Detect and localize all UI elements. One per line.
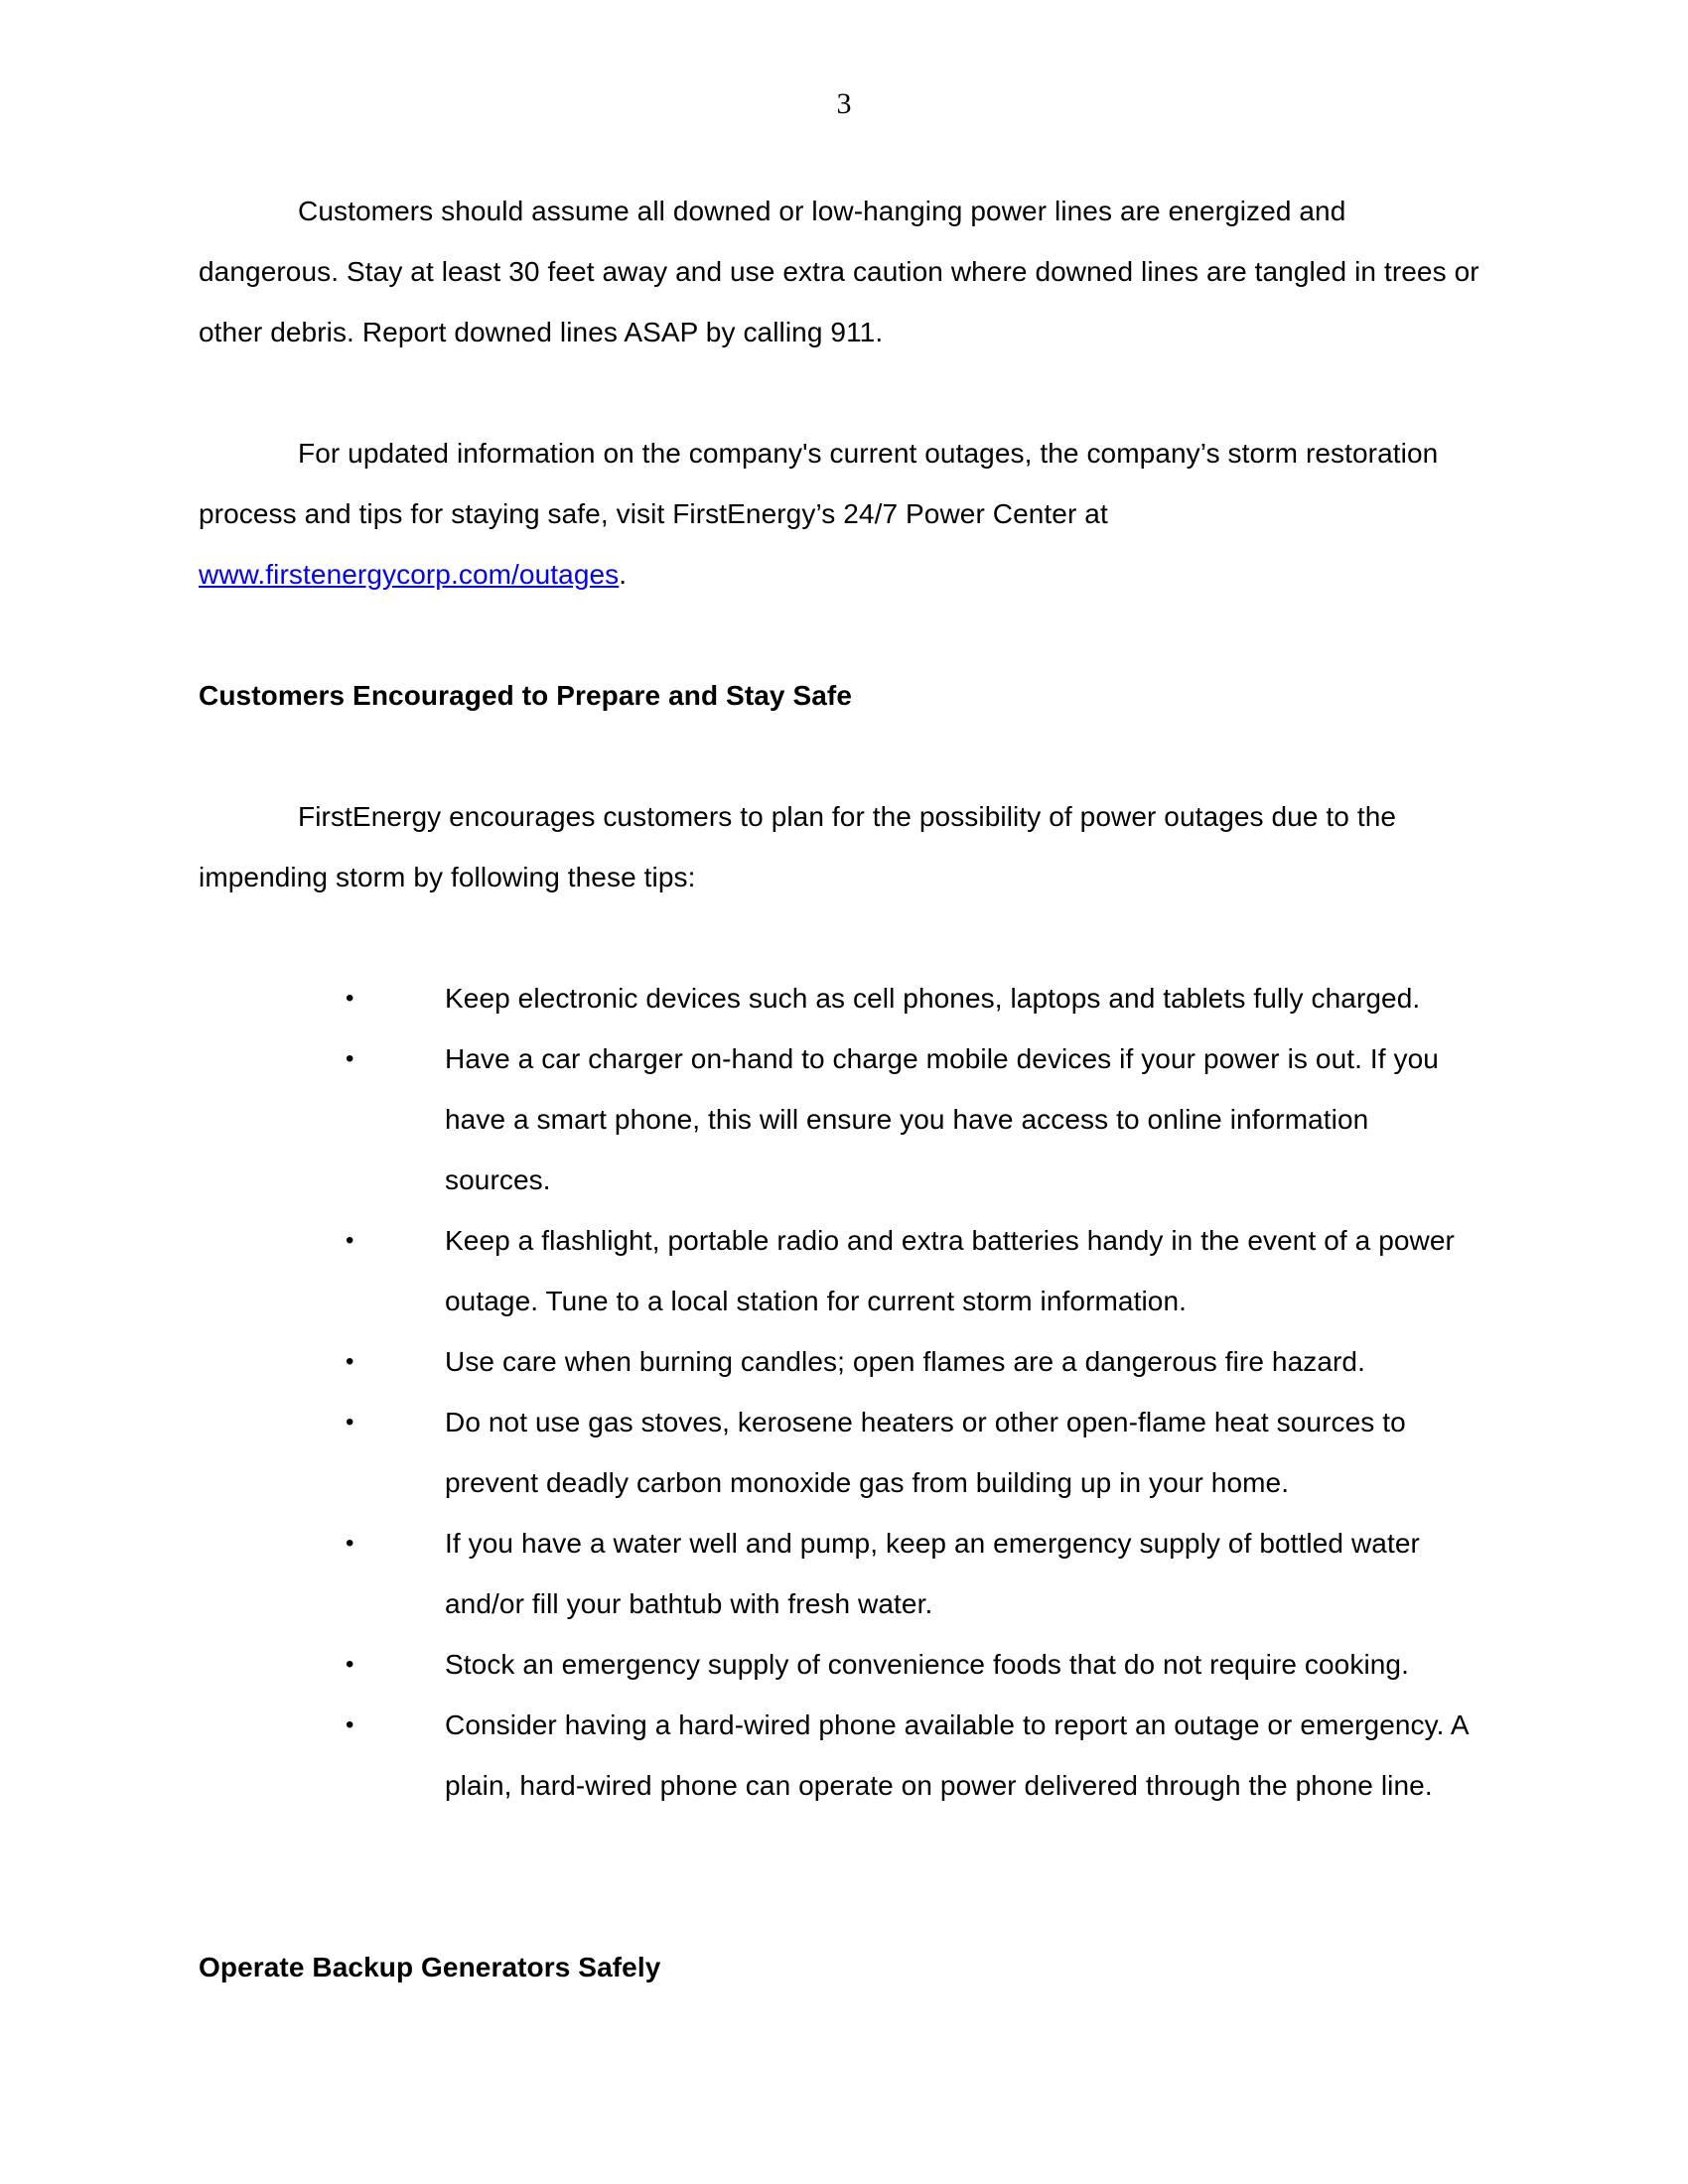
list-item	[346, 1634, 1479, 1695]
list-item	[346, 1695, 1479, 1816]
bullet-icon: •	[346, 1530, 354, 1557]
list-item-text: If you have a water well and pump, keep an emergency supply of bottled water and/or fill your bathtub with fresh water.	[445, 1528, 1420, 1619]
updated-information-lead-text: For updated information on the company's current outages, the company’s storm restoration process and tips for staying safe, visit FirstEnergy’s 24/7 Power Center at	[199, 438, 1439, 529]
bullet-icon: •	[346, 1651, 354, 1678]
paragraph-spacer-3	[199, 726, 1479, 786]
list-item-text: Keep a flashlight, portable radio and extra batteries handy in the event of a power outage. Tune to a local station for current storm information.	[445, 1225, 1455, 1316]
bullet-icon: •	[346, 1409, 354, 1435]
heading-customers-encouraged-to-prepare-and-stay-safe: Customers Encouraged to Prepare and Stay Safe	[199, 680, 853, 711]
paragraph-spacer-2	[199, 605, 1479, 665]
list-item-text: Consider having a hard-wired phone available to report an outage or emergency. A plain, hard-wired phone can operate on power delivered through the phone line.	[445, 1709, 1469, 1801]
list-item	[346, 968, 1479, 1028]
updated-information-trailing-period: .	[619, 559, 628, 590]
document-body	[199, 181, 1479, 1997]
bullet-icon: •	[346, 1348, 354, 1375]
list-item	[346, 1331, 1479, 1392]
list-item	[346, 1210, 1479, 1331]
paragraph-spacer-5	[199, 1816, 1479, 1876]
paragraph-spacer-1	[199, 362, 1479, 423]
list-item	[346, 1028, 1479, 1210]
bullet-icon: •	[346, 1227, 354, 1254]
page-number: 3	[836, 87, 852, 120]
heading-operate-backup-generators-safely: Operate Backup Generators Safely	[199, 1952, 661, 1982]
list-item-text: Do not use gas stoves, kerosene heaters or other open-flame heat sources to prevent deadly carbon monoxide gas from building up in your home.	[445, 1407, 1406, 1498]
bullet-icon: •	[346, 1711, 354, 1738]
paragraph-downed-lines: Customers should assume all downed or low-hanging power lines are energized and dangerous. Stay at least 30 feet away and use extra caution where downed lines are tangled in trees or other debris. Report downed lines ASAP by calling 911.	[199, 196, 1479, 347]
list-item	[346, 1513, 1479, 1634]
paragraph-spacer-6	[199, 1876, 1479, 1937]
outages-link[interactable]: www.firstenergycorp.com/outages	[199, 559, 620, 590]
paragraph-firstenergy-encourages: FirstEnergy encourages customers to plan for the possibility of power outages due to the impending storm by following these tips:	[199, 801, 1397, 892]
bullet-icon: •	[346, 985, 354, 1012]
preparedness-tips-list	[199, 968, 1479, 1816]
bullet-icon: •	[346, 1045, 354, 1072]
list-item-text: Stock an emergency supply of convenience foods that do not require cooking.	[445, 1649, 1409, 1680]
list-item-text: Have a car charger on-hand to charge mobile devices if your power is out. If you have a smart phone, this will ensure you have access to online information sources.	[445, 1043, 1439, 1195]
paragraph-spacer-4	[199, 907, 1479, 968]
paragraph-updated-information	[199, 423, 1479, 605]
list-item-text: Keep electronic devices such as cell phones, laptops and tablets fully charged.	[445, 983, 1421, 1014]
list-item	[346, 1392, 1479, 1513]
list-item-text: Use care when burning candles; open flames are a dangerous fire hazard.	[445, 1346, 1365, 1377]
